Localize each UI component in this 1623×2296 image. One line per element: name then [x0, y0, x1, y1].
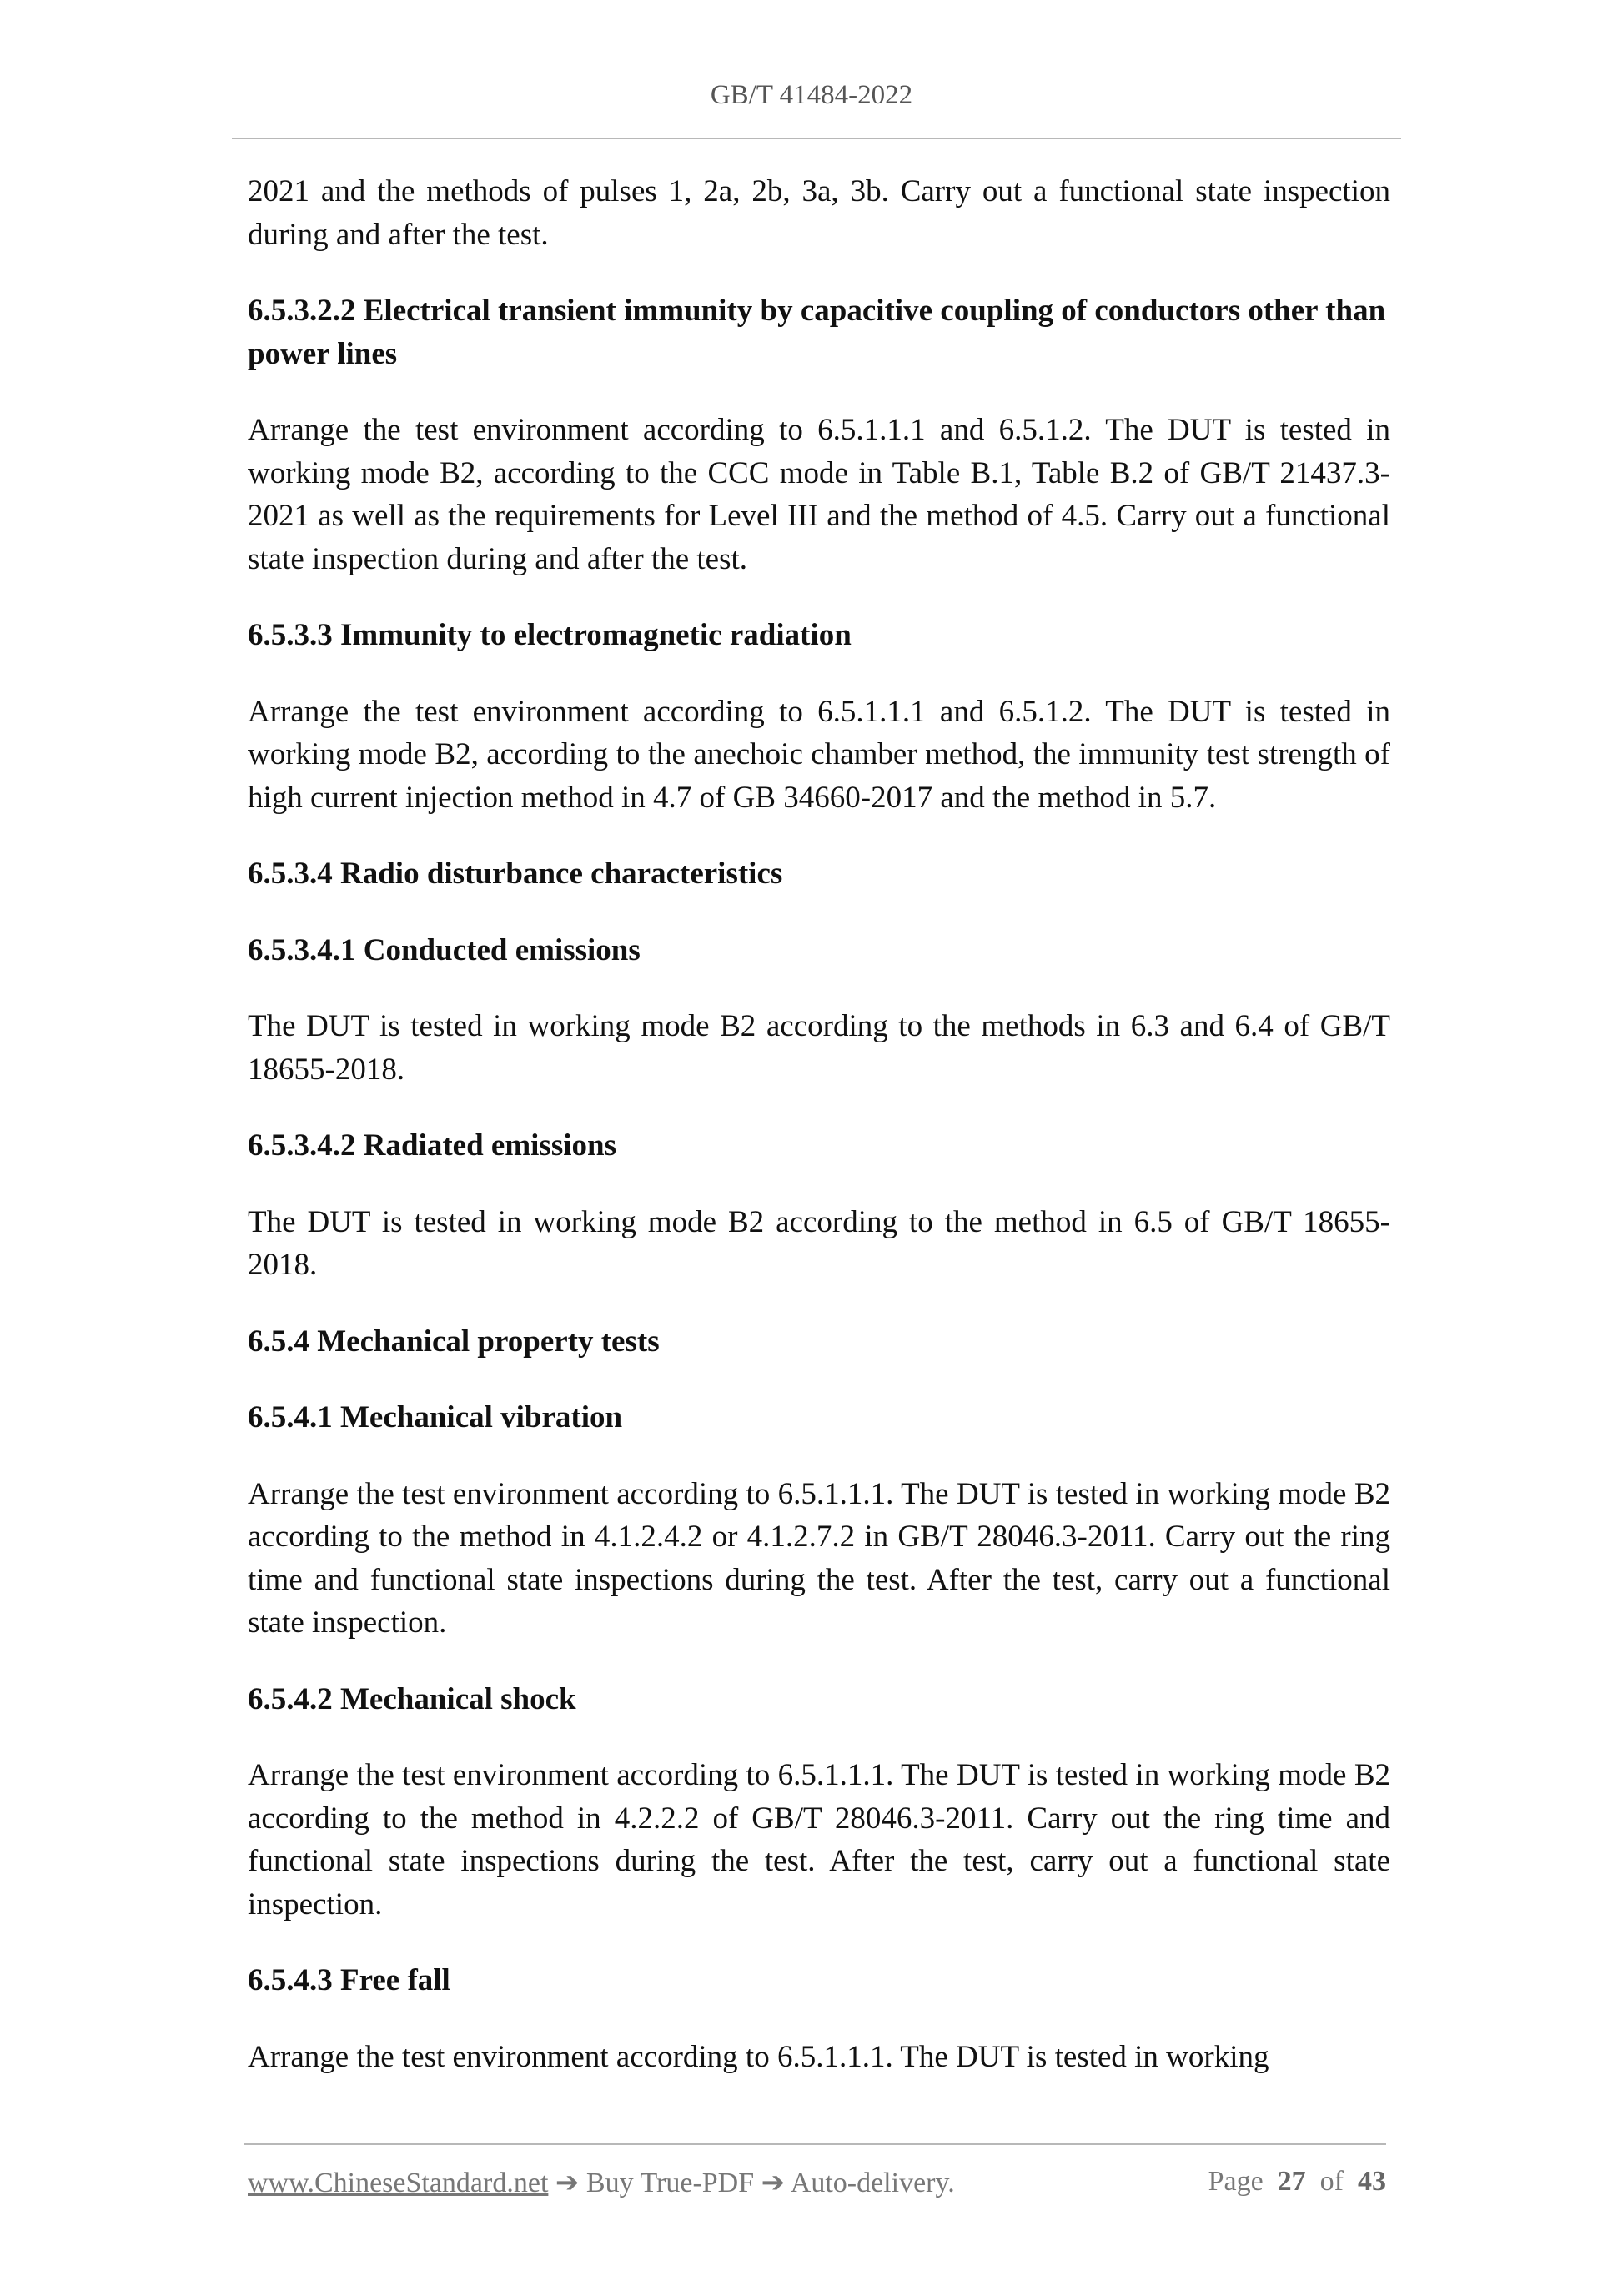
total-pages: 43 — [1358, 2166, 1386, 2197]
heading-6-5-4-2: 6.5.4.2 Mechanical shock — [248, 1681, 576, 1716]
arrow-right-icon: ➔ — [555, 2168, 580, 2198]
heading-6-5-3-3: 6.5.3.3 Immunity to electromagnetic radiation — [248, 618, 852, 652]
paragraph-6-5-3-3: Arrange the test environment according to 6.5.1.1.1 and 6.5.1.2. The DUT is tested in working mode B2, according to the anechoic chamber method, the immunity test strength of high current injection method in 4.7 of GB 34660-2017 and the method in 5.7. — [248, 694, 1390, 815]
paragraph-6-5-3-4-2: The DUT is tested in working mode B2 according to the method in 6.5 of GB/T 18655-2018. — [248, 1204, 1390, 1282]
page-label: Page — [1208, 2166, 1264, 2197]
heading-6-5-4: 6.5.4 Mechanical property tests — [248, 1324, 660, 1359]
heading-6-5-4-3: 6.5.4.3 Free fall — [248, 1963, 450, 1997]
paragraph-6-5-3-4-1: The DUT is tested in working mode B2 according to the methods in 6.3 and 6.4 of GB/T 18655-2018. — [248, 1009, 1390, 1087]
website-link[interactable]: www.ChineseStandard.net — [248, 2168, 549, 2198]
paragraph-intro: 2021 and the methods of pulses 1, 2a, 2b, 3a, 3b. Carry out a functional state inspection during and after the test. — [248, 174, 1390, 252]
of-label: of — [1319, 2166, 1344, 2197]
current-page: 27 — [1277, 2166, 1306, 2197]
heading-6-5-3-4-1: 6.5.3.4.1 Conducted emissions — [248, 932, 641, 967]
footer-promo — [248, 2166, 955, 2199]
heading-6-5-3-4-2: 6.5.3.4.2 Radiated emissions — [248, 1128, 616, 1163]
document-body — [248, 170, 1390, 2112]
paragraph-6-5-4-2: Arrange the test environment according to 6.5.1.1.1. The DUT is tested in working mode B2 according to the method in 4.2.2.2 of GB/T 28046.3-2011. Carry out the ring time and functional state inspections during the test. After the test, carry out a functional state inspection. — [248, 1758, 1390, 1922]
header-divider — [232, 138, 1401, 139]
footer-divider — [244, 2143, 1386, 2145]
page-number — [1208, 2166, 1386, 2198]
heading-6-5-3-2-2: 6.5.3.2.2 Electrical transient immunity by capacitive coupling of conductors other than power lines — [248, 294, 1386, 371]
buy-pdf-text: Buy True-PDF — [585, 2168, 755, 2198]
auto-delivery-text: Auto-delivery. — [790, 2168, 955, 2198]
paragraph-6-5-3-2-2: Arrange the test environment according to 6.5.1.1.1 and 6.5.1.2. The DUT is tested in working mode B2, according to the CCC mode in Table B.1, Table B.2 of GB/T 21437.3-2021 as well as the requirements for Level III and the method of 4.5. Carry out a functional state inspection during and after the test. — [248, 413, 1390, 576]
paragraph-6-5-4-3: Arrange the test environment according to 6.5.1.1.1. The DUT is tested in working — [248, 2039, 1269, 2074]
paragraph-6-5-4-1: Arrange the test environment according to 6.5.1.1.1. The DUT is tested in working mode B2 according to the method in 4.1.2.4.2 or 4.1.2.7.2 in GB/T 28046.3-2011. Carry out the ring time and functional state inspections during the test. After the test, carry out a functional state inspection. — [248, 1476, 1390, 1640]
arrow-right-icon: ➔ — [761, 2168, 786, 2198]
running-header: GB/T 41484-2022 — [710, 80, 913, 110]
heading-6-5-3-4: 6.5.3.4 Radio disturbance characteristics — [248, 857, 783, 891]
heading-6-5-4-1: 6.5.4.1 Mechanical vibration — [248, 1400, 623, 1434]
